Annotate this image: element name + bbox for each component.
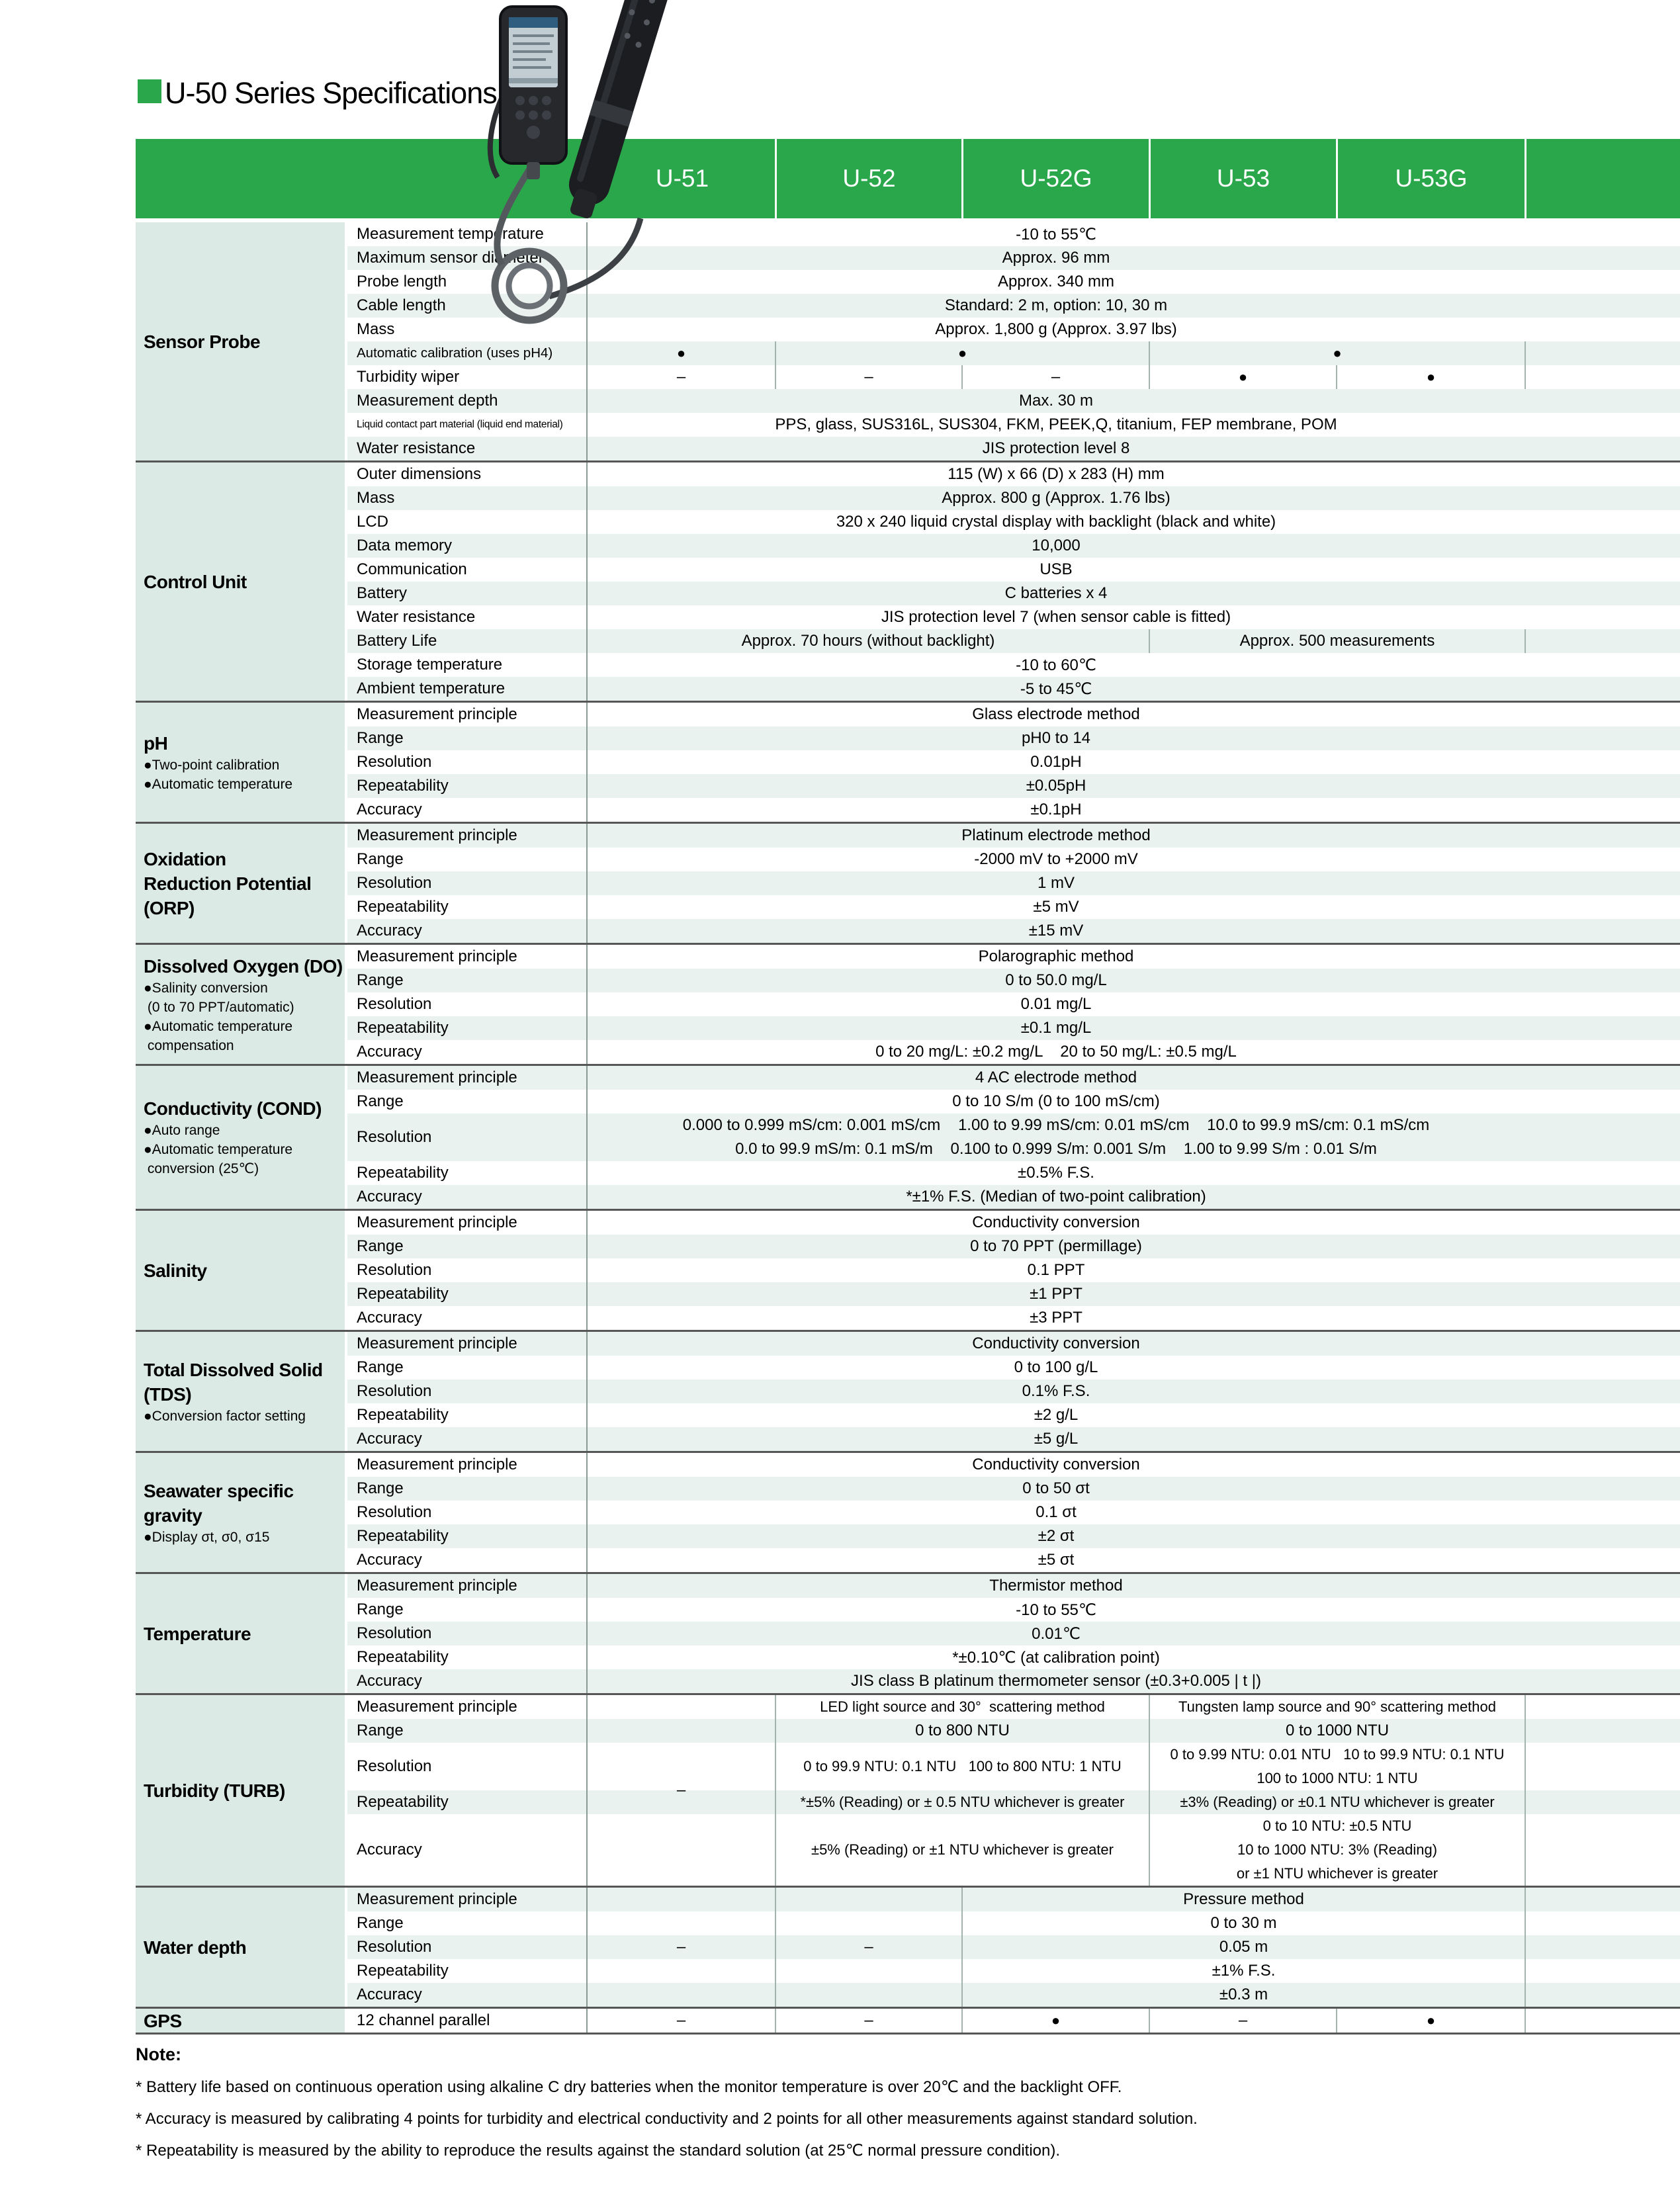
value-cell: ±1% F.S.	[961, 1959, 1525, 1983]
value-cell: 0.01 mg/L	[588, 992, 1680, 1016]
spec-label: Measurement principle	[347, 824, 588, 848]
value-cell: ±0.1pH	[588, 798, 1680, 822]
spec-label: Repeatability	[347, 1524, 588, 1548]
value-cell: 0 to 10 S/m (0 to 100 mS/cm)	[588, 1090, 1680, 1114]
spec-label: Turbidity wiper	[347, 365, 588, 389]
spec-label: Probe length	[347, 270, 588, 294]
spec-label: Accuracy	[347, 1814, 588, 1886]
value-cell: ±3% (Reading) or ±0.1 NTU whichever is greater	[1149, 1790, 1525, 1814]
value-cell: 0.1% F.S.	[588, 1379, 1680, 1403]
empty-cell	[1525, 1888, 1680, 1911]
spec-label: LCD	[347, 510, 588, 534]
spec-label: Battery	[347, 582, 588, 605]
value-cell: ±5 σt	[588, 1548, 1680, 1572]
spec-label: Measurement principle	[347, 1888, 588, 1911]
spec-label: Outer dimensions	[347, 462, 588, 486]
spec-label: Measurement principle	[347, 1574, 588, 1598]
value-cell: LED light source and 30° scattering method	[775, 1695, 1149, 1719]
spec-label: Range	[347, 848, 588, 871]
empty-cell	[1525, 1983, 1680, 2007]
value-cell: 320 x 240 liquid crystal display with backlight (black and white)	[588, 510, 1680, 534]
spec-label: Ambient temperature	[347, 677, 588, 701]
spec-label: Measurement principle	[347, 1695, 588, 1719]
spec-label: Communication	[347, 558, 588, 582]
value-cell: 0.01pH	[588, 750, 1680, 774]
value-cell: ±0.05pH	[588, 774, 1680, 798]
value-cell: Conductivity conversion	[588, 1453, 1680, 1477]
value-cell: *±5% (Reading) or ± 0.5 NTU whichever is greater	[775, 1790, 1149, 1814]
value-cell: Approx. 500 measurements	[1149, 629, 1525, 653]
value-cell: *±1% F.S. (Median of two-point calibration)	[588, 1185, 1680, 1209]
value-cell: 0.000 to 0.999 mS/cm: 0.001 mS/cm 1.00 to 9.99 mS/cm: 0.01 mS/cm 10.0 to 99.9 mS/cm: 0.1 mS/cm 0.0 to 99.9 mS/m: 0.1 mS/m 0.100 to 0.999 S/m: 0.001 S/m 1.00 to 9.99 S/m : 0.01 S/m	[588, 1114, 1680, 1161]
spec-label: Accuracy	[347, 1306, 588, 1330]
product-photo	[463, 0, 701, 341]
column-header-u52g: U-52G	[961, 139, 1149, 218]
value-cell: ±2 σt	[588, 1524, 1680, 1548]
value-cell: -10 to 60℃	[588, 653, 1680, 677]
value-cell: Approx. 800 g (Approx. 1.76 lbs)	[588, 486, 1680, 510]
spec-label: Data memory	[347, 534, 588, 558]
empty-cell	[1525, 2009, 1680, 2033]
section-water-depth	[136, 1886, 1680, 2007]
value-cell: Glass electrode method	[588, 703, 1680, 726]
spec-label: Range	[347, 1356, 588, 1379]
spec-label: Storage temperature	[347, 653, 588, 677]
column-header-u53: U-53	[1149, 139, 1336, 218]
value-cell: Approx. 340 mm	[588, 270, 1680, 294]
empty-cell	[1525, 1743, 1680, 1790]
spec-label: Accuracy	[347, 1427, 588, 1451]
section-label: Turbidity (TURB)	[136, 1695, 347, 1886]
value-cell: 0 to 20 mg/L: ±0.2 mg/L 20 to 50 mg/L: ±0.5 mg/L	[588, 1040, 1680, 1064]
spec-label: Accuracy	[347, 798, 588, 822]
page-title	[138, 78, 497, 109]
value-cell: 0 to 99.9 NTU: 0.1 NTU 100 to 800 NTU: 1 NTU	[775, 1743, 1149, 1790]
section-control-unit	[136, 460, 1680, 701]
spec-label: Resolution	[347, 1935, 588, 1959]
section-label: Salinity	[136, 1211, 347, 1330]
spec-label: Measurement principle	[347, 1066, 588, 1090]
value-cell: ●	[775, 341, 1149, 365]
value-cell: –	[961, 365, 1149, 389]
table-header-row	[136, 139, 1680, 218]
value-cell: 0 to 9.99 NTU: 0.01 NTU 10 to 99.9 NTU: 0.1 NTU 100 to 1000 NTU: 1 NTU	[1149, 1743, 1525, 1790]
spec-label: Accuracy	[347, 1185, 588, 1209]
spec-label: Measurement principle	[347, 945, 588, 969]
value-cell: ±0.1 mg/L	[588, 1016, 1680, 1040]
spec-label: Repeatability	[347, 1282, 588, 1306]
notes-block	[136, 2044, 1198, 2167]
spec-label: Battery Life	[347, 629, 588, 653]
column-header-u52: U-52	[775, 139, 961, 218]
value-cell: ±5% (Reading) or ±1 NTU whichever is greater	[775, 1814, 1149, 1886]
section-cond	[136, 1064, 1680, 1209]
spec-label: Range	[347, 1477, 588, 1501]
spec-label: Range	[347, 1911, 588, 1935]
value-cell: –	[588, 2009, 775, 2033]
note-line: * Accuracy is measured by calibrating 4 points for turbidity and electrical conductivity and 2 points for all other measurements against standard solution.	[136, 2110, 1198, 2128]
spec-label: Resolution	[347, 1379, 588, 1403]
value-cell: JIS protection level 8	[588, 437, 1680, 460]
empty-cell	[1525, 1935, 1680, 1959]
value-cell: ±15 mV	[588, 919, 1680, 943]
value-cell: Approx. 70 hours (without backlight)	[588, 629, 1149, 653]
value-cell: Tungsten lamp source and 90° scattering method	[1149, 1695, 1525, 1719]
value-cell: –	[775, 365, 961, 389]
empty-cell	[1525, 365, 1680, 389]
value-cell: ±1 PPT	[588, 1282, 1680, 1306]
control-unit-image	[490, 7, 566, 179]
value-cell: 4 AC electrode method	[588, 1066, 1680, 1090]
note-line: * Repeatability is measured by the ability to reproduce the results against the standard solution (at 25℃ normal pressure condition).	[136, 2142, 1061, 2160]
value-cell: Pressure method	[961, 1888, 1525, 1911]
value-cell: Polarographic method	[588, 945, 1680, 969]
column-header-u53g: U-53G	[1336, 139, 1525, 218]
note-line: * Battery life based on continuous operation using alkaline C dry batteries when the monitor temperature is over 20℃ and the backlight OFF.	[136, 2078, 1122, 2096]
spec-label: Measurement principle	[347, 1211, 588, 1235]
value-cell: ±5 g/L	[588, 1427, 1680, 1451]
value-cell: ±3 PPT	[588, 1306, 1680, 1330]
column-header-u51: U-51	[588, 139, 775, 218]
value-cell: 0 to 100 g/L	[588, 1356, 1680, 1379]
empty-cell	[1525, 1719, 1680, 1743]
spec-label: Range	[347, 726, 588, 750]
value-cell: C batteries x 4	[588, 582, 1680, 605]
section-label: Dissolved Oxygen (DO) ●Salinity conversion (0 to 70 PPT/automatic) ●Automatic temperature compensation	[136, 945, 347, 1064]
value-cell: ●	[1336, 365, 1525, 389]
section-tds	[136, 1330, 1680, 1451]
value-cell: ●	[1149, 365, 1336, 389]
value-cell: *±0.10℃ (at calibration point)	[588, 1645, 1680, 1669]
spec-label: Range	[347, 1598, 588, 1622]
section-label: Temperature	[136, 1574, 347, 1693]
value-cell: JIS protection level 7 (when sensor cable is fitted)	[588, 605, 1680, 629]
empty-cell	[1525, 1911, 1680, 1935]
spec-label: Resolution	[347, 750, 588, 774]
section-label: Sensor Probe	[136, 222, 347, 460]
spec-label: Repeatability	[347, 1790, 588, 1814]
section-label: Control Unit	[136, 462, 347, 701]
spec-label: Water resistance	[347, 605, 588, 629]
spec-label: Range	[347, 969, 588, 992]
value-cell: ●	[1336, 2009, 1525, 2033]
spec-label: Repeatability	[347, 1959, 588, 1983]
value-cell-u51-merged: –	[588, 1695, 775, 1886]
spec-label: Liquid contact part material (liquid end material)	[347, 413, 588, 437]
spec-label: 12 channel parallel	[347, 2009, 588, 2033]
green-square-icon	[138, 79, 161, 103]
spec-label: Mass	[347, 318, 588, 341]
spec-table	[136, 139, 1680, 2035]
page-title-text: U-50 Series Specifications	[165, 76, 497, 110]
empty-cell	[1525, 1695, 1680, 1719]
value-cell: 0.1 PPT	[588, 1258, 1680, 1282]
value-cell: ●	[1149, 341, 1525, 365]
spec-label: Accuracy	[347, 1669, 588, 1693]
value-cell: 0 to 800 NTU	[775, 1719, 1149, 1743]
spec-label: Mass	[347, 486, 588, 510]
value-cell: ±0.5% F.S.	[588, 1161, 1680, 1185]
value-cell: –	[1149, 2009, 1336, 2033]
value-cell-u51-merged: –	[588, 1888, 775, 2007]
empty-cell	[1525, 629, 1680, 653]
spec-label: Measurement principle	[347, 1332, 588, 1356]
spec-label: Water resistance	[347, 437, 588, 460]
spec-label: Measurement principle	[347, 1453, 588, 1477]
value-cell: JIS class B platinum thermometer sensor (±0.3+0.005 | t |)	[588, 1669, 1680, 1693]
section-label: Water depth	[136, 1888, 347, 2007]
section-label: Oxidation Reduction Potential (ORP)	[136, 824, 347, 943]
value-cell: 1 mV	[588, 871, 1680, 895]
spec-label: Repeatability	[347, 1016, 588, 1040]
section-salinity	[136, 1209, 1680, 1330]
spec-label: Accuracy	[347, 1040, 588, 1064]
value-cell: 0.05 m	[961, 1935, 1525, 1959]
spec-label: Resolution	[347, 1501, 588, 1524]
spec-label: Accuracy	[347, 1548, 588, 1572]
value-cell: pH0 to 14	[588, 726, 1680, 750]
spec-label: Range	[347, 1235, 588, 1258]
spec-label: Repeatability	[347, 1403, 588, 1427]
spec-label: Measurement temperature	[347, 222, 588, 246]
section-gps	[136, 2007, 1680, 2035]
value-cell: ●	[588, 341, 775, 365]
value-cell: 115 (W) x 66 (D) x 283 (H) mm	[588, 462, 1680, 486]
value-cell: Max. 30 m	[588, 389, 1680, 413]
value-cell: 0 to 70 PPT (permillage)	[588, 1235, 1680, 1258]
value-cell: Standard: 2 m, option: 10, 30 m	[588, 294, 1680, 318]
value-cell: Approx. 1,800 g (Approx. 3.97 lbs)	[588, 318, 1680, 341]
value-cell: -10 to 55℃	[588, 1598, 1680, 1622]
value-cell: Approx. 96 mm	[588, 246, 1680, 270]
spec-label: Automatic calibration (uses pH4)	[347, 341, 588, 365]
value-cell: 0.01℃	[588, 1622, 1680, 1645]
value-cell: ●	[961, 2009, 1149, 2033]
section-do	[136, 943, 1680, 1064]
empty-cell	[1525, 1959, 1680, 1983]
value-cell: –	[775, 2009, 961, 2033]
value-cell: -10 to 55℃	[588, 222, 1680, 246]
section-sensor-probe	[136, 222, 1680, 460]
value-cell: –	[588, 365, 775, 389]
spec-label: Range	[347, 1090, 588, 1114]
empty-cell	[1525, 1790, 1680, 1814]
spec-label: Repeatability	[347, 1161, 588, 1185]
spec-label: Resolution	[347, 1622, 588, 1645]
spec-label: Measurement depth	[347, 389, 588, 413]
section-label: Conductivity (COND) ●Auto range ●Automatic temperature conversion (25℃)	[136, 1066, 347, 1209]
spec-label: Repeatability	[347, 774, 588, 798]
header-extra	[1525, 139, 1680, 218]
empty-cell	[1525, 341, 1680, 365]
spec-label: Maximum sensor diameter	[347, 246, 588, 270]
spec-label: Accuracy	[347, 919, 588, 943]
value-cell: PPS, glass, SUS316L, SUS304, FKM, PEEK,Q, titanium, FEP membrane, POM	[588, 413, 1680, 437]
spec-label: Resolution	[347, 871, 588, 895]
spec-label: Resolution	[347, 992, 588, 1016]
value-cell: Conductivity conversion	[588, 1332, 1680, 1356]
section-orp	[136, 822, 1680, 943]
value-cell: Platinum electrode method	[588, 824, 1680, 848]
spec-label: Accuracy	[347, 1983, 588, 2007]
value-cell: -2000 mV to +2000 mV	[588, 848, 1680, 871]
spec-label: Range	[347, 1719, 588, 1743]
value-cell: ±2 g/L	[588, 1403, 1680, 1427]
value-cell: 0.1 σt	[588, 1501, 1680, 1524]
value-cell: -5 to 45℃	[588, 677, 1680, 701]
value-cell: 0 to 1000 NTU	[1149, 1719, 1525, 1743]
spec-label: Repeatability	[347, 1645, 588, 1669]
section-label: pH ●Two-point calibration ●Automatic temperature	[136, 703, 347, 822]
value-cell: 10,000	[588, 534, 1680, 558]
value-cell: 0 to 10 NTU: ±0.5 NTU 10 to 1000 NTU: 3% (Reading) or ±1 NTU whichever is greater	[1149, 1814, 1525, 1886]
section-label: Total Dissolved Solid (TDS) ●Conversion factor setting	[136, 1332, 347, 1451]
value-cell-u52-merged: –	[775, 1888, 961, 2007]
value-cell: ±5 mV	[588, 895, 1680, 919]
spec-label: Resolution	[347, 1114, 588, 1161]
value-cell: ±0.3 m	[961, 1983, 1525, 2007]
value-cell: USB	[588, 558, 1680, 582]
spec-label: Measurement principle	[347, 703, 588, 726]
section-temperature	[136, 1572, 1680, 1693]
sensor-probe-image	[560, 0, 675, 222]
spec-label: Repeatability	[347, 895, 588, 919]
notes-heading: Note:	[136, 2044, 181, 2064]
spec-label: Resolution	[347, 1743, 588, 1790]
value-cell: 0 to 30 m	[961, 1911, 1525, 1935]
section-label: Seawater specific gravity ●Display σt, σ0, σ15	[136, 1453, 347, 1572]
value-cell: 0 to 50 σt	[588, 1477, 1680, 1501]
empty-cell	[1525, 1814, 1680, 1886]
section-ph	[136, 701, 1680, 822]
section-turbidity	[136, 1693, 1680, 1886]
spec-label: Resolution	[347, 1258, 588, 1282]
section-seawater	[136, 1451, 1680, 1572]
value-cell: Conductivity conversion	[588, 1211, 1680, 1235]
section-label: GPS	[136, 2009, 347, 2033]
spec-label: Cable length	[347, 294, 588, 318]
value-cell: 0 to 50.0 mg/L	[588, 969, 1680, 992]
value-cell: Thermistor method	[588, 1574, 1680, 1598]
